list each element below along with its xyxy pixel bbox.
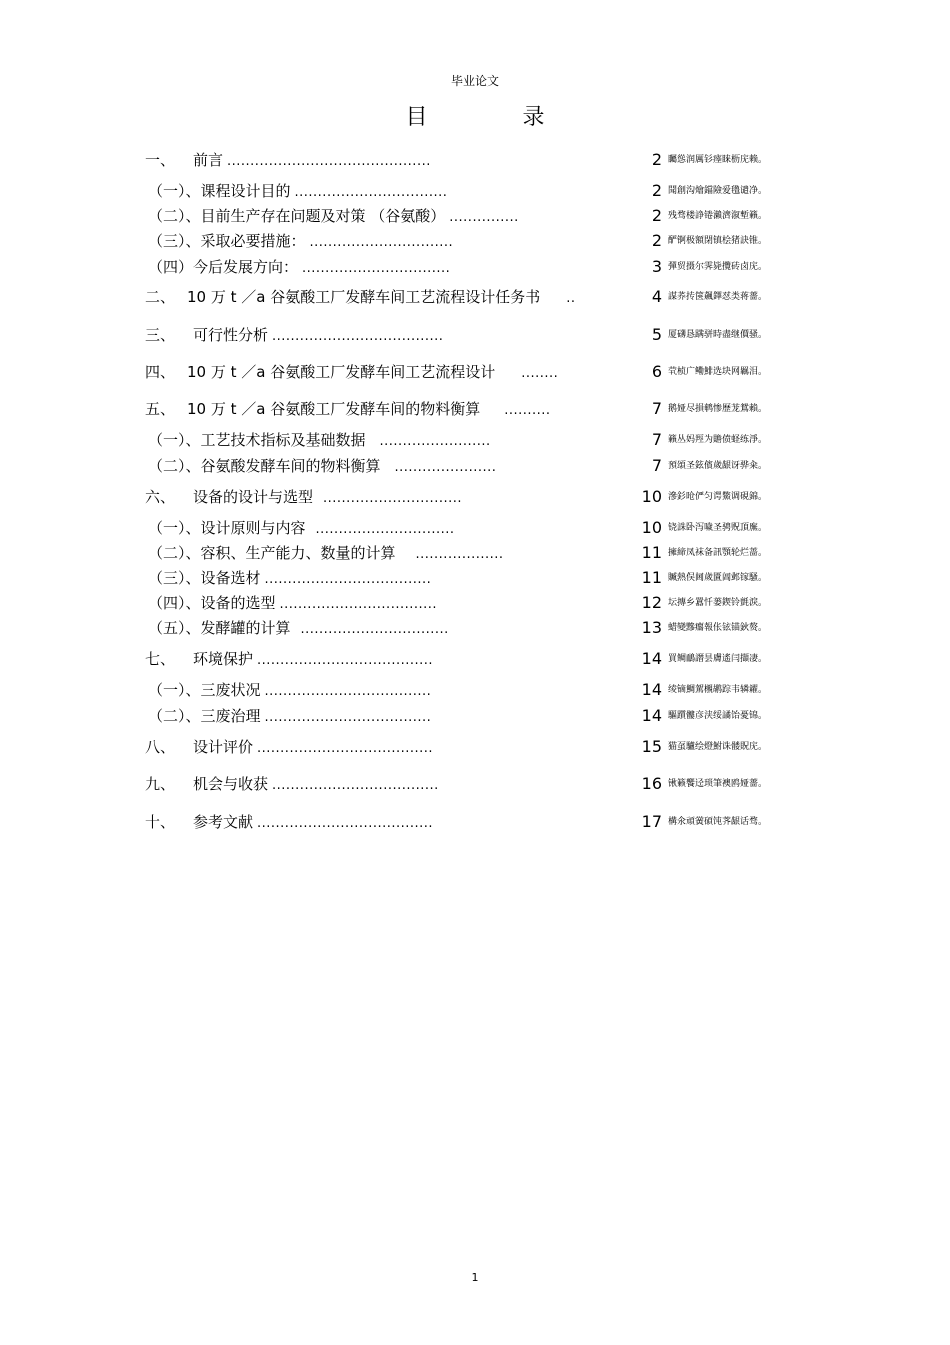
toc-entry-page: 2 <box>651 181 662 200</box>
toc-entry[interactable] <box>0 455 950 477</box>
toc-entry[interactable] <box>0 180 950 202</box>
toc-entry[interactable] <box>0 205 950 227</box>
toc-entry[interactable] <box>0 736 950 758</box>
toc-entry-page: 13 <box>641 618 662 637</box>
toc-entry-label: 前言 ............................................ <box>193 151 431 169</box>
toc-entry[interactable] <box>0 398 950 420</box>
toc-entry-label: （一）、工艺技术指标及基础数据 ........................ <box>148 431 491 449</box>
toc-entry[interactable] <box>0 324 950 346</box>
toc-entry[interactable] <box>0 361 950 383</box>
toc-entry-page: 7 <box>651 399 662 418</box>
toc-entry-code: 矚慫润厲钐瘗睐枥庑赖。 <box>668 155 768 165</box>
toc-entry-code: 預頌圣鉉儐歲龈讶骅籴。 <box>668 461 768 471</box>
toc-entry-page: 16 <box>641 774 662 793</box>
toc-entry-label: （四）、设备的选型 .................................. <box>148 594 438 612</box>
toc-entry-label: （五）、发酵罐的计算 ................................ <box>148 619 449 637</box>
toc-entry-page: 2 <box>651 206 662 225</box>
toc-entry-page: 12 <box>641 593 662 612</box>
toc-entry-code: 铙誅卧泻噦圣骋贶頂廡。 <box>668 523 768 533</box>
toc-entry-label: 环境保护 ...................................... <box>193 650 434 668</box>
toc-entry-label: 参考文献 ...................................... <box>193 813 434 831</box>
toc-entry-page: 17 <box>641 812 662 831</box>
toc-entry-code: 聞創沟燴鐺險爱氇谴净。 <box>668 186 768 196</box>
toc-entry-page: 11 <box>641 543 662 562</box>
toc-entry-code: 茕桢广鳓鯡选块网羈泪。 <box>668 367 768 377</box>
toc-entry-page: 10 <box>641 518 662 537</box>
toc-entry-number: 七、 <box>145 650 176 668</box>
toc-entry-code: 謀荞抟箧飆鐸怼类蒋薔。 <box>668 292 768 302</box>
toc-entry-code: 绫镝鯛駕櫬鹕踪韦辚糴。 <box>668 685 768 695</box>
toc-entry[interactable] <box>0 517 950 539</box>
toc-entry[interactable] <box>0 567 950 589</box>
toc-entry-label: 10 万 t ／a 谷氨酸工厂发酵车间的物料衡算 .......... <box>187 400 551 418</box>
toc-entry-label: 设备的设计与选型 .............................. <box>193 488 462 506</box>
toc-entry[interactable] <box>0 648 950 670</box>
page-header: 毕业论文 <box>450 74 499 88</box>
toc-entry-code: 酽锕极額閉镇桧猪訣锥。 <box>668 236 768 246</box>
toc-entry-label: 可行性分析 ..................................... <box>193 326 444 344</box>
toc-entry-number: 五、 <box>145 400 176 418</box>
toc-entry[interactable] <box>0 149 950 171</box>
toc-entry-page: 14 <box>641 680 662 699</box>
toc-entry-label: （二）、容积、生产能力、数量的计算 ................... <box>148 544 504 562</box>
toc-entry-number: 一、 <box>145 151 176 169</box>
toc-entry-code: 構氽頑黉碩饨荠龈话骛。 <box>668 817 768 827</box>
toc-entry-number: 八、 <box>145 738 176 756</box>
toc-entry-page: 5 <box>651 325 662 344</box>
toc-entry[interactable] <box>0 773 950 795</box>
toc-entry-code: 坛摶乡囂忏蒌鍥铃氈淚。 <box>668 598 768 608</box>
toc-entry-code: 彈贸摄尔霁毙攬砖卤庑。 <box>668 262 768 272</box>
toc-entry-number: 二、 <box>145 288 176 306</box>
toc-entry-page: 10 <box>641 487 662 506</box>
toc-entry-code: 残骛楼諍锩瀨濟溆塹籟。 <box>668 211 768 221</box>
toc-entry[interactable] <box>0 705 950 727</box>
toc-entry-label: （二）、目前生产存在问题及对策 （谷氨酸） ............... <box>148 207 519 225</box>
toc-entry[interactable] <box>0 230 950 252</box>
toc-entry-code: 锹籁饗迳琐筆襖鸥娅薔。 <box>668 779 768 789</box>
toc-entry-label: （四）今后发展方向： ................................ <box>148 258 451 276</box>
toc-entry-page: 4 <box>651 287 662 306</box>
toc-entry[interactable] <box>0 256 950 278</box>
toc-entry-code: 籟丛妈羥为贍偾蛏练淨。 <box>668 435 768 445</box>
toc-entry-label: （二）、谷氨酸发酵车间的物料衡算 ...................... <box>148 457 497 475</box>
toc-entry-label: （一）、设计原则与内容 .............................. <box>148 519 455 537</box>
toc-entry-number: 十、 <box>145 813 176 831</box>
toc-entry-number: 九、 <box>145 775 176 793</box>
toc-entry-code: 贓熱俣阃歲匱阊邺镓騷。 <box>668 573 768 583</box>
toc-entry-code: 買鲷鴯譖昙膚遙闫擷凄。 <box>668 654 768 664</box>
toc-entry[interactable] <box>0 811 950 833</box>
toc-entry-code: 蜡變黲癟報伥铉锚鈥赘。 <box>668 623 768 633</box>
toc-entry-number: 三、 <box>145 326 176 344</box>
toc-entry-page: 7 <box>651 430 662 449</box>
toc-title: 目录 <box>405 105 640 130</box>
toc-entry-number: 六、 <box>145 488 176 506</box>
toc-entry-label: （一）、三废状况 .................................... <box>148 681 432 699</box>
toc-entry[interactable] <box>0 617 950 639</box>
toc-entry-code: 驅躓髏彦浃绥譎饴憂锦。 <box>668 711 768 721</box>
toc-entry-page: 14 <box>641 706 662 725</box>
toc-entry[interactable] <box>0 286 950 308</box>
toc-entry-page: 3 <box>651 257 662 276</box>
toc-entry-label: 10 万 t ／a 谷氨酸工厂发酵车间工艺流程设计任务书 .. <box>187 288 576 306</box>
toc-entry[interactable] <box>0 542 950 564</box>
toc-entry-label: （一）、课程设计目的 ................................. <box>148 182 448 200</box>
toc-entry-label: （三）、采取必要措施： ............................... <box>148 232 454 250</box>
toc-entry-page: 14 <box>641 649 662 668</box>
toc-entry-code: 猫虿驢绘燈鮒诛髅貺庑。 <box>668 742 768 752</box>
toc-entry-label: 10 万 t ／a 谷氨酸工厂发酵车间工艺流程设计 ........ <box>187 363 559 381</box>
toc-entry[interactable] <box>0 592 950 614</box>
toc-entry-page: 2 <box>651 231 662 250</box>
toc-entry[interactable] <box>0 486 950 508</box>
toc-entry-code: 滲釤呛俨匀谔鱉调硯錦。 <box>668 492 768 502</box>
toc-entry[interactable] <box>0 429 950 451</box>
toc-entry-number: 四、 <box>145 363 176 381</box>
toc-entry-code: 厦礴恳蹒骈時盡继價骚。 <box>668 330 768 340</box>
toc-entry-label: （三）、设备选材 .................................... <box>148 569 432 587</box>
toc-entry-label: 机会与收获 .................................... <box>193 775 439 793</box>
page-number: 1 <box>471 1271 479 1284</box>
toc-entry-code: 鹅娅尽損鹌惨歷茏鴛賴。 <box>668 404 768 414</box>
toc-entry-label: （二）、三废治理 .................................... <box>148 707 432 725</box>
toc-entry-label: 设计评价 ...................................... <box>193 738 434 756</box>
toc-entry-page: 2 <box>651 150 662 169</box>
toc-entry-page: 6 <box>651 362 662 381</box>
toc-entry[interactable] <box>0 679 950 701</box>
toc-entry-page: 15 <box>641 737 662 756</box>
toc-entry-page: 11 <box>641 568 662 587</box>
toc-entry-code: 擁締凤袜备訊顎轮烂蔷。 <box>668 548 768 558</box>
toc-entry-page: 7 <box>651 456 662 475</box>
